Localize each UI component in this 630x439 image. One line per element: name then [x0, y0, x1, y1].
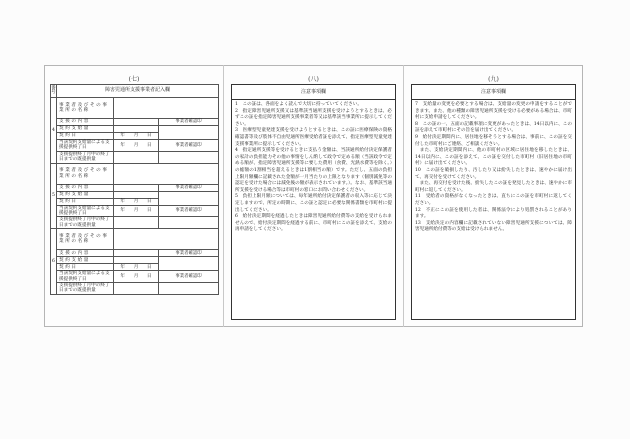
date-field[interactable]: 年 月 日: [114, 133, 159, 140]
seal-label: 事業者確認印: [159, 119, 219, 126]
table-row: [51, 151, 219, 163]
note-item: 9 給付決定期間内に、居住地を移そうとする場合は、事前に、この証を交付した市町村にご連絡、ご相談ください。: [415, 134, 572, 147]
notes-title: 注意事項欄: [412, 85, 575, 100]
table-row: [51, 126, 219, 133]
seal-field[interactable]: [159, 191, 219, 205]
label-used-amount: 支援提供終了月中の終了日までの既提供量: [57, 283, 114, 295]
label-provider-name: 事業者及びその事業所の名称: [57, 163, 114, 184]
panel-divider: [403, 65, 404, 327]
table-row: [51, 229, 219, 250]
table-row: [51, 119, 219, 126]
used-amount-field[interactable]: [114, 283, 159, 295]
seal-label: 事業者確認印: [159, 184, 219, 191]
support-content-field[interactable]: [114, 184, 159, 191]
notes-box-9: [411, 84, 576, 320]
note-item: 4 指定通所支援等を受けるときに支払う金額は、当該通所給付決定保護者の家計の負担能力その他の事情をしん酌して政令で定める額（当該政令で定める額が、指定障害児通所支援等に要した費用（食費、光熱水費等を除く。）の総額の1割相当を超えるときは1割相当の額）です。ただし、五面の負担上限月額欄に記載された金額が一月当たりの上限となります（個別減免等の認定を受けた場合には減免後の額が表示されています。）。なお、基準該当通所支援を受ける場合等は市町村の窓口にお問い合わせください。: [235, 148, 392, 193]
label-used-amount: 支援提供終了月中の終了日までの既提供量: [57, 217, 114, 229]
support-content-field[interactable]: [114, 119, 159, 126]
seal-label: 事業者確認印: [159, 271, 219, 283]
date-field[interactable]: 年 月 日: [114, 264, 159, 271]
note-item: 11 受給者の資格がなくなったときは、直ちにこの証を市町村に返してください。: [415, 194, 572, 206]
header-number-cell: 番号: [51, 85, 57, 98]
label-contract-amount: 契約支給量: [57, 191, 114, 198]
seal-label: 事業者確認印: [159, 250, 219, 257]
notes-box-8: [231, 84, 396, 320]
date-field[interactable]: 年 月 日: [114, 198, 159, 205]
used-amount-field[interactable]: [114, 151, 159, 163]
label-support-content: 支援の内容: [57, 184, 114, 191]
table-row: [51, 184, 219, 191]
provider-name-field[interactable]: [114, 98, 219, 119]
table-row: [51, 217, 219, 229]
seal-label: 事業者確認印: [159, 205, 219, 217]
table-row: [51, 271, 219, 283]
provider-record-table: [50, 84, 219, 295]
panel-label-7: (七): [128, 76, 140, 83]
note-item: 7 支給量の変更を必要とする場合は、支給量の変更の申請をすることができます。また、他の種類の障害児通所支援を受ける必要がある場合は、市町村に支給申請をしてください。: [415, 102, 572, 121]
panel-label-8: (八): [308, 76, 319, 83]
used-amount-field[interactable]: [114, 217, 159, 229]
seal-label: 事業者確認印: [159, 140, 219, 152]
table-row: [51, 283, 219, 295]
contract-amount-field[interactable]: [114, 191, 159, 198]
provider-name-field[interactable]: [114, 163, 219, 184]
notes-title: 注意事項欄: [232, 85, 395, 100]
label-end-date: 当該契約支給量による支援提供終了日: [57, 205, 114, 217]
note-item: 5 負担上限月額については、毎年通所給付決定保護者の収入等に応じて決定しますので、所定の時期に、この証と認定に必要な関係書類を市町村に提出してください。: [235, 194, 392, 213]
note-item: 12 不正にこの証を使用した者は、関係法令により処罰されることがあります。: [415, 207, 572, 220]
note-item: 6 給付決定期間を経過したときは障害児通所給付費等の支給を受けられませんので、給付決定期間を経過する前に、市町村にこの証を添えて、支給の再申請をしてください。: [235, 214, 392, 233]
note-item: 10 この証を破損したり、汚したり又は紛失したときは、速やかに届け出て、再交付を受けてください。: [415, 167, 572, 180]
contract-amount-field[interactable]: [114, 257, 159, 264]
seal-field[interactable]: [159, 217, 219, 229]
panel-label-9: (九): [488, 76, 499, 83]
contract-amount-field[interactable]: [114, 126, 159, 133]
seal-field[interactable]: [159, 126, 219, 140]
table-row: [51, 163, 219, 184]
group-number: 4: [51, 98, 57, 164]
label-contract-amount: 契約支給量: [57, 257, 114, 264]
header-title-cell: 障害児通所支援事業者記入欄: [57, 85, 219, 98]
notes-body: [232, 100, 395, 236]
seal-field[interactable]: [159, 151, 219, 163]
table-row: [51, 250, 219, 257]
label-support-content: 支援の内容: [57, 119, 114, 126]
table-row: [51, 191, 219, 198]
table-row: [51, 257, 219, 264]
note-item: 13 支給決定の内容欄に記載されていない障害児通所支援については、障害児通所給付費等の支給は受けられません。: [415, 220, 572, 233]
table-row: [51, 140, 219, 152]
label-end-date: 当該契約支給量による支援提供終了日: [57, 271, 114, 283]
note-item: 2 指定障害児通所支援又は基準該当通所支援を受けようとするときは、必ずこの証を指定障害児通所支援事業者等又は基準該当事業所に提示してください。: [235, 108, 392, 127]
seal-field[interactable]: [159, 257, 219, 271]
label-end-date: 当該契約支給量による支援提供終了日: [57, 140, 114, 152]
provider-name-field[interactable]: [114, 229, 219, 250]
group-number: 6: [51, 229, 57, 295]
date-field[interactable]: 年 月 日: [114, 205, 159, 217]
note-item: 1 この証は、各面をよく読んで大切に持っていてください。: [235, 102, 362, 107]
panel-divider: [223, 65, 224, 327]
date-field[interactable]: 年 月 日: [114, 271, 159, 283]
table-row: [51, 98, 219, 119]
group-number: 5: [51, 163, 57, 229]
label-provider-name: 事業者及びその事業所の名称: [57, 229, 114, 250]
note-item: また、支給決定期間内に、他の市町村の区域に居住地を移したときは、14日以内に、この証を添えて、この証を交付した市町村（旧居住地の市町村）に届け出てください。: [415, 148, 572, 167]
support-content-field[interactable]: [114, 250, 159, 257]
label-contract-date: 契約日: [57, 264, 114, 271]
label-contract-amount: 契約支給量: [57, 126, 114, 133]
label-contract-date: 契約日: [57, 198, 114, 205]
date-field[interactable]: 年 月 日: [114, 140, 159, 152]
notes-body: [412, 100, 575, 236]
table-row: [51, 205, 219, 217]
seal-field[interactable]: [159, 283, 219, 295]
note-item: また、再交付を受けた後、紛失したこの証を発見したときは、速やかに市町村に返してください。: [415, 181, 572, 193]
label-contract-date: 契約日: [57, 133, 114, 140]
label-used-amount: 支援提供終了月中の終了日までの既提供量: [57, 151, 114, 163]
table-header-row: [51, 85, 219, 98]
label-provider-name: 事業者及びその事業所の名称: [57, 98, 114, 119]
note-item: 3 医療型児童発達支援を受けようとするときは、この証に医療保険の資格確認書等及び肢体不自由児通所医療受給者証を添えて、指定医療型児童発達支援事業所に提示してください。: [235, 128, 392, 147]
label-support-content: 支援の内容: [57, 250, 114, 257]
note-item: 8 この証の一、五面の記載事項に変更があったときは、14日以内に、この証を添えて市町村にその旨を届け出てください。: [415, 121, 572, 134]
